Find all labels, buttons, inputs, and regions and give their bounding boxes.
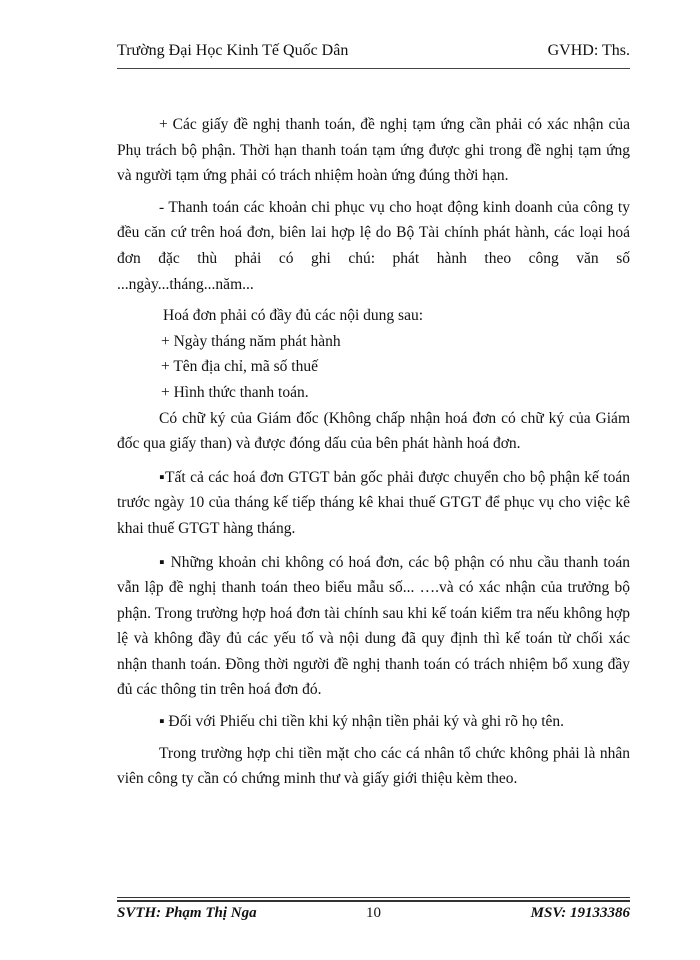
- page-header: [117, 40, 630, 62]
- page-number: 10: [366, 905, 381, 921]
- paragraph-vat-invoices: ▪Tất cả các hoá đơn GTGT bản gốc phải được chuyển cho bộ phận kế toán trước ngày 10 của tháng kế tiếp tháng kê khai thuế GTGT để phục vụ cho việc kê khai thuế GTGT hàng tháng.: [117, 468, 630, 537]
- list-item-issue-date: + Ngày tháng năm phát hành: [161, 332, 341, 350]
- list-item-payment-form: + Hình thức thanh toán.: [161, 383, 309, 401]
- page-footer: [117, 902, 630, 924]
- paragraph-invoice-contents: Hoá đơn phải có đầy đủ các nội dung sau:: [163, 307, 424, 325]
- paragraph-no-invoice-expenses: ▪ Những khoản chi không có hoá đơn, các bộ phận có nhu cầu thanh toán vẫn lập đề nghị thanh toán theo biểu mẫu số... ….và có xác nhận của trưởng bộ phận. Trong trường hợp hoá đơn tài chính sau khi kế toán kiểm tra nếu không hợp lệ và không đầy đủ các yếu tố và nội dung đã quy định thì kế toán từ chối xác nhận thanh toán. Đồng thời người đề nghị thanh toán có trách nhiệm bổ xung đầy đủ các thông tin trên hoá đơn đó.: [117, 553, 630, 699]
- school-name: Trường Đại Học Kinh Tế Quốc Dân: [117, 42, 349, 59]
- document-body: [117, 112, 630, 792]
- student-name: SVTH: Phạm Thị Nga: [117, 905, 257, 921]
- footer-divider: [117, 897, 630, 898]
- student-id: MSV: 19133386: [530, 905, 630, 921]
- paragraph-cash-payment: Trong trường hợp chi tiền mặt cho các cá nhân tổ chức không phải là nhân viên công ty cần có chứng minh thư và giấy giới thiệu kèm theo.: [117, 744, 630, 788]
- paragraph-invoice-basis: - Thanh toán các khoản chi phục vụ cho hoạt động kinh doanh của công ty đều căn cứ trên hoá đơn, biên lai hợp lệ do Bộ Tài chính phát hành, các loại hoá đơn đặc thù phải có ghi chú: phát hành theo công văn số: [117, 198, 630, 267]
- header-divider: [117, 68, 630, 69]
- advisor-label: GVHD: Ths.: [547, 42, 630, 59]
- paragraph-advance-requests: + Các giấy đề nghị thanh toán, đề nghị tạm ứng cần phải có xác nhận của Phụ trách bộ phận. Thời hạn thanh toán tạm ứng được ghi trong đề nghị tạm ứng và người tạm ứng phải có trách nhiệm hoàn ứng đúng thời hạn.: [117, 116, 630, 185]
- paragraph-invoice-date: ...ngày...tháng...năm...: [117, 275, 254, 293]
- paragraph-director-signature: Có chữ ký của Giám đốc (Không chấp nhận hoá đơn có chữ ký của Giám đốc qua giấy than) và được đóng dấu của bên phát hành hoá đơn.: [117, 409, 630, 453]
- list-item-address-tax: + Tên địa chỉ, mã số thuế: [161, 358, 318, 376]
- paragraph-payment-slip: ▪ Đối với Phiếu chi tiền khi ký nhận tiền phải ký và ghi rõ họ tên.: [159, 713, 565, 731]
